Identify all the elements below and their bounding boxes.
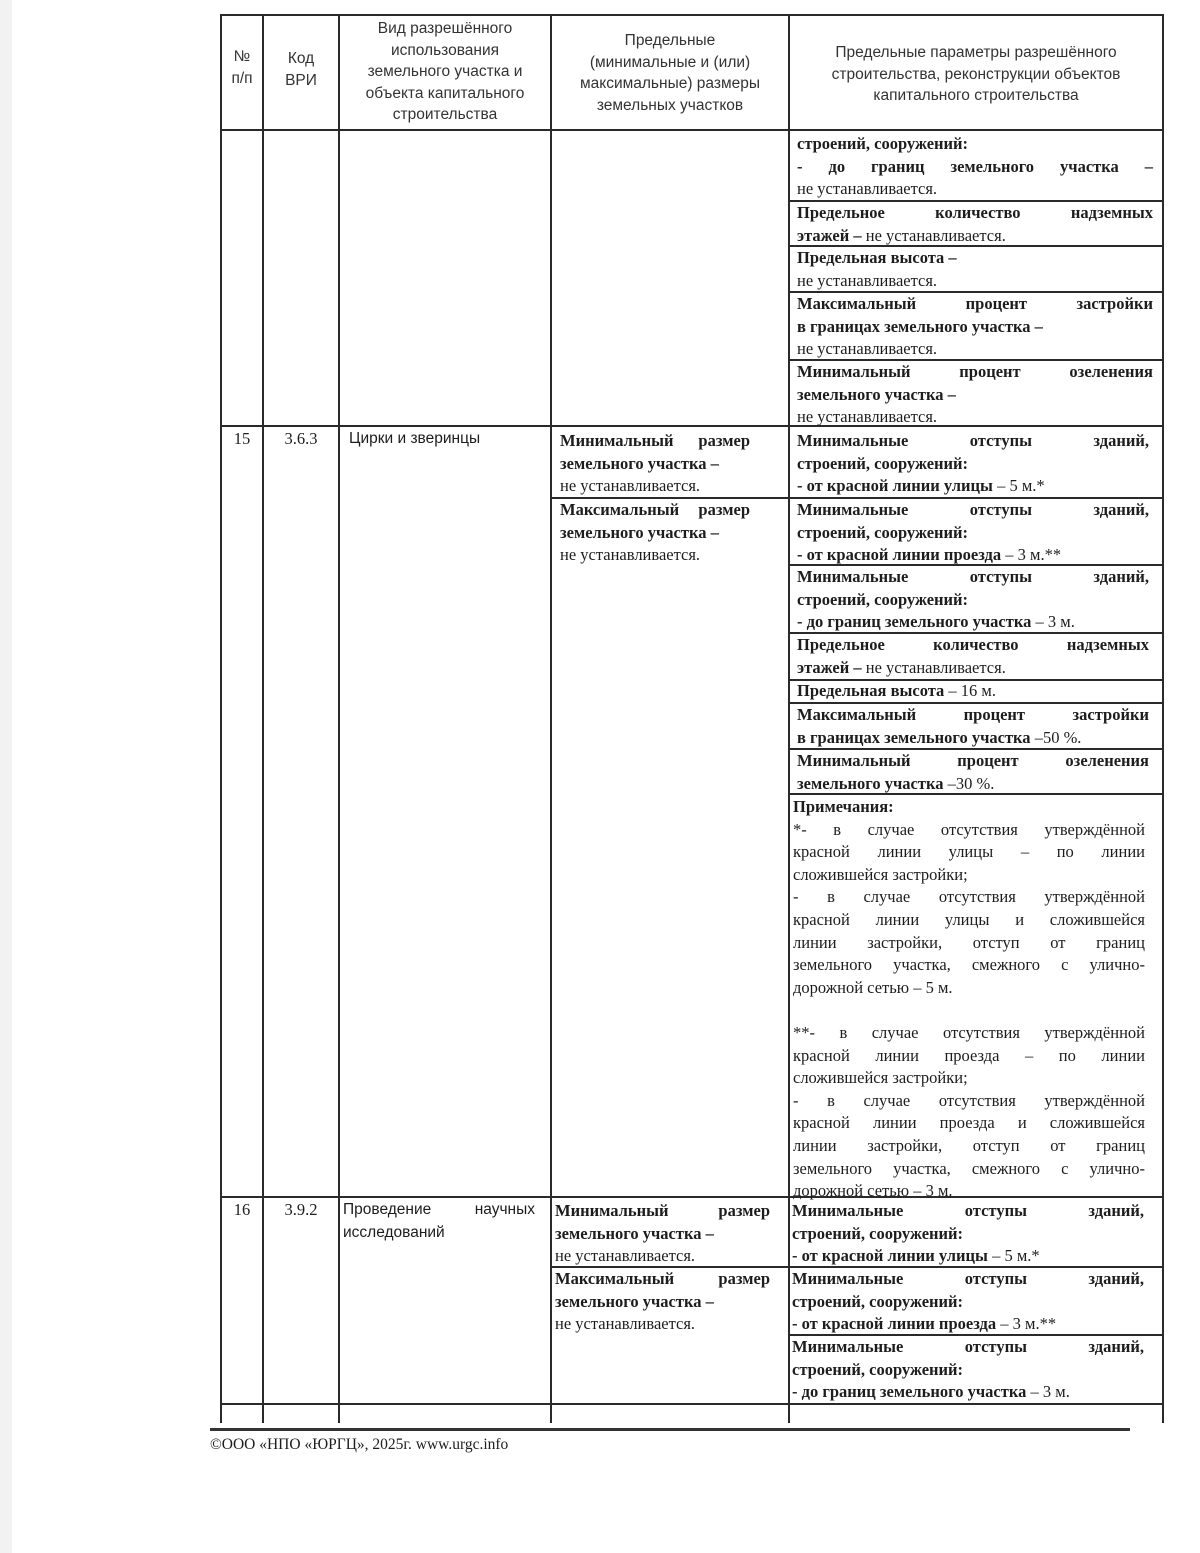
footer-rule: [210, 1428, 1130, 1431]
cell-line: [792, 1268, 1144, 1291]
row-number: 16: [233, 1200, 251, 1219]
note-line: линии застройки, отступ от границ: [793, 932, 1145, 952]
cell-line: [792, 1245, 1144, 1268]
bold-text: в границах земельного участка –: [797, 316, 1043, 336]
use-kind: [343, 1199, 535, 1244]
header-bottom-rule: [220, 129, 1163, 131]
bold-text: земельного участка –: [555, 1291, 714, 1311]
bold-text: Минимальный процент озеленения: [797, 362, 1153, 381]
bold-text: Предельная высота: [797, 681, 945, 700]
cell-line: [797, 566, 1149, 589]
header-line: максимальные) размеры: [579, 75, 761, 92]
cell-line: [792, 1291, 1144, 1314]
bold-text: земельного участка –: [797, 384, 956, 404]
note-line: земельного участка, смежного с улично-: [793, 1158, 1145, 1178]
cell-line: [560, 453, 750, 476]
bold-text: Минимальные отступы зданий,: [797, 567, 1149, 586]
bold-text: Предельная высота –: [797, 248, 957, 267]
bold-text: - до границ земельного участка: [792, 1382, 1027, 1402]
cell-line: [797, 750, 1149, 773]
setback-passage-cell: [792, 1268, 1144, 1336]
cell-line: [797, 727, 1149, 750]
plain-text: – 3 м.: [1026, 1382, 1070, 1402]
cell-line: [797, 544, 1149, 567]
header-line: (минимальные и (или): [589, 53, 751, 71]
setback-boundary-cell: [792, 1336, 1144, 1404]
bold-text: - до границ земельного участка: [797, 612, 1032, 632]
bold-text: - от красной линии проезда: [797, 545, 1002, 565]
vri-code: 3.6.3: [284, 429, 318, 448]
cell-line: не устанавливается.: [797, 270, 938, 290]
header-line: строительства, реконструкции объектов: [831, 65, 1121, 83]
cell-line: не устанавливается.: [560, 545, 701, 565]
header-line: капитального строительства: [873, 87, 1079, 104]
header-line: использования: [390, 41, 500, 59]
cell-line: исследований: [343, 1223, 445, 1241]
header-line: строительства: [392, 106, 498, 123]
bold-text: Примечания:: [793, 797, 894, 816]
bold-text: Максимальный процент застройки: [797, 294, 1153, 313]
bold-text: Максимальный процент застройки: [797, 705, 1149, 724]
bold-text: Минимальный размер: [555, 1201, 770, 1220]
bold-text: - от красной линии проезда: [792, 1314, 997, 1334]
note-line: красной линии улицы – по линии: [793, 842, 1145, 862]
bold-text: строений, сооружений:: [792, 1223, 964, 1243]
cell-line: [792, 1336, 1144, 1359]
header-number: [222, 46, 262, 89]
cell-line: [560, 522, 750, 545]
cell-line: [797, 680, 1149, 703]
cell-line: не устанавливается.: [797, 339, 938, 359]
header-line: ВРИ: [285, 71, 317, 89]
cell-line: [792, 1359, 1144, 1382]
cell-line: не устанавливается.: [555, 1314, 696, 1334]
bold-text: Минимальные отступы зданий,: [797, 500, 1149, 519]
cell-line: [797, 361, 1153, 384]
bold-text: строений, сооружений:: [797, 522, 969, 542]
header-line: Вид разрешённого: [377, 20, 513, 37]
bold-text: земельного участка –: [560, 453, 719, 473]
floors-cell: [797, 634, 1149, 679]
cell-line: [792, 1200, 1144, 1223]
note-line: сложившейся застройки;: [793, 1068, 968, 1088]
header-line: п/п: [231, 69, 253, 87]
greenery-cell: [797, 750, 1149, 795]
cell-line: [797, 156, 1153, 179]
bold-text: Максимальный размер: [560, 500, 750, 519]
cell-line: [555, 1268, 770, 1291]
cell-line: [797, 657, 1149, 680]
cell-line: [797, 611, 1149, 634]
cell-line: не устанавливается.: [555, 1246, 696, 1266]
bold-text: строений, сооружений:: [797, 134, 969, 153]
note-line: дорожной сетью – 5 м.: [793, 977, 953, 997]
cell-line: [792, 1381, 1144, 1404]
note-line: - в случае отсутствия утверждённой: [793, 887, 1145, 907]
bold-text: Предельное количество надземных: [797, 635, 1149, 654]
note-line: - в случае отсутствия утверждённой: [793, 1090, 1145, 1110]
cell-line: [560, 430, 750, 453]
cont-greenery-cell: [797, 361, 1153, 429]
bold-text: Максимальный размер: [555, 1269, 770, 1288]
cell-line: [797, 202, 1153, 225]
header-line: Предельные параметры разрешённого: [835, 44, 1117, 61]
header-line: №: [233, 48, 251, 65]
cell-line: не устанавливается.: [560, 476, 701, 496]
use-kind: Цирки и зверинцы: [349, 430, 481, 447]
coverage-cell: [797, 704, 1149, 749]
note-line: красной линии улицы и сложившейся: [793, 909, 1145, 929]
bold-text: строений, сооружений:: [792, 1359, 964, 1379]
cell-line: [797, 225, 1153, 248]
plain-text: – 16 м.: [944, 681, 996, 700]
bold-text: - до границ земельного участка –: [797, 156, 1153, 176]
bold-text: земельного участка –: [560, 522, 719, 542]
header-params: [790, 42, 1162, 107]
cell-line: [792, 1223, 1144, 1246]
header-sizes: [552, 30, 788, 116]
note-line: дорожной сетью – 3 м.: [793, 1181, 953, 1201]
min-size-cell: [555, 1200, 770, 1268]
cell-line: [797, 293, 1153, 316]
cell-line: [560, 499, 750, 522]
note-line: красной линии проезда – по линии: [793, 1045, 1145, 1065]
cell-line: [555, 1223, 770, 1246]
cell-line: [797, 499, 1149, 522]
plain-text: не устанавливается.: [861, 225, 1006, 245]
height-cell: [797, 680, 1149, 703]
bold-text: Минимальный размер: [560, 431, 750, 450]
cell-line: [797, 316, 1153, 339]
setback-boundary-cell: [797, 566, 1149, 634]
bold-text: этажей –: [797, 657, 862, 677]
note-line: **- в случае отсутствия утверждённой: [793, 1022, 1145, 1042]
min-size-cell: [560, 430, 750, 498]
header-line: объекта капитального: [365, 84, 525, 102]
cell-line: [797, 430, 1149, 453]
note-line: *- в случае отсутствия утверждённой: [793, 819, 1145, 839]
note-line: линии застройки, отступ от границ: [793, 1135, 1145, 1155]
cell-line: [555, 1291, 770, 1314]
max-size-cell: [555, 1268, 770, 1336]
note-line: сложившейся застройки;: [793, 864, 968, 884]
cell-line: [555, 1200, 770, 1223]
bold-text: - от красной линии улицы: [797, 476, 993, 496]
bold-text: этажей –: [797, 225, 862, 245]
max-size-cell: [560, 499, 750, 567]
header-line: земельных участков: [596, 96, 744, 114]
note-line: [793, 999, 1145, 1022]
cell-line: [797, 773, 1149, 796]
cell-line: [797, 133, 1153, 156]
bold-text: в границах земельного участка: [797, 727, 1031, 747]
header-code: [264, 48, 338, 91]
header-kind: [340, 18, 550, 126]
plain-text: – 5 м.*: [987, 1246, 1040, 1266]
setback-street-cell: [797, 430, 1149, 498]
bold-text: - от красной линии улицы: [792, 1246, 988, 1266]
col-divider: [788, 14, 790, 1423]
cell-line: [797, 453, 1149, 476]
setback-street-cell: [792, 1200, 1144, 1268]
bold-text: Минимальные отступы зданий,: [792, 1337, 1144, 1356]
header-line: земельного участка и: [367, 63, 523, 80]
bold-text: Предельное количество надземных: [797, 203, 1153, 222]
cell-line: [797, 589, 1149, 612]
bold-text: Минимальный процент озеленения: [797, 751, 1149, 770]
table-border-right: [1162, 14, 1164, 1423]
bold-text: земельного участка: [797, 773, 944, 793]
bold-text: Минимальные отступы зданий,: [792, 1201, 1144, 1220]
cell-line: не устанавливается.: [797, 179, 938, 199]
cont-floors-cell: [797, 202, 1153, 247]
cell-line: [797, 522, 1149, 545]
plain-text: не устанавливается.: [861, 657, 1006, 677]
cell-line: [797, 384, 1153, 407]
cell-line: [797, 247, 1153, 270]
col-divider: [338, 14, 340, 1423]
note-line: земельного участка, смежного с улично-: [793, 955, 1145, 975]
cont-setbacks-cell: [797, 133, 1153, 201]
cont-coverage-cell: [797, 293, 1153, 361]
cell-line: Проведение научных: [343, 1201, 535, 1218]
note-line: красной линии проезда и сложившейся: [793, 1113, 1145, 1133]
notes-cell: [793, 796, 1145, 1203]
row-number: 15: [233, 429, 251, 448]
bold-text: строений, сооружений:: [792, 1291, 964, 1311]
bold-text: Минимальные отступы зданий,: [797, 431, 1149, 450]
plain-text: – 3 м.**: [996, 1314, 1057, 1334]
table-border-top: [220, 14, 1163, 16]
bold-text: земельного участка –: [555, 1223, 714, 1243]
bold-text: строений, сооружений:: [797, 589, 969, 609]
plain-text: – 5 м.*: [992, 476, 1045, 496]
header-line: Код: [287, 50, 315, 67]
cont-height-cell: [797, 247, 1153, 292]
notes-title: [793, 796, 1145, 819]
cell-line: не устанавливается.: [797, 407, 938, 427]
plain-text: – 3 м.: [1031, 612, 1075, 632]
cell-line: [792, 1313, 1144, 1336]
header-line: Предельные: [624, 32, 716, 49]
vri-code: 3.9.2: [284, 1200, 318, 1219]
col-divider: [550, 14, 552, 1423]
setback-passage-cell: [797, 499, 1149, 567]
bold-text: Минимальные отступы зданий,: [792, 1269, 1144, 1288]
plain-text: –50 %.: [1030, 727, 1082, 747]
plain-text: –30 %.: [943, 773, 995, 793]
plain-text: – 3 м.**: [1001, 545, 1062, 565]
footer-copyright: ©ООО «НПО «ЮРГЦ», 2025г. www.urgc.info: [210, 1436, 509, 1453]
bold-text: строений, сооружений:: [797, 453, 969, 473]
cell-line: [797, 634, 1149, 657]
cell-line: [797, 475, 1149, 498]
cell-line: [797, 704, 1149, 727]
